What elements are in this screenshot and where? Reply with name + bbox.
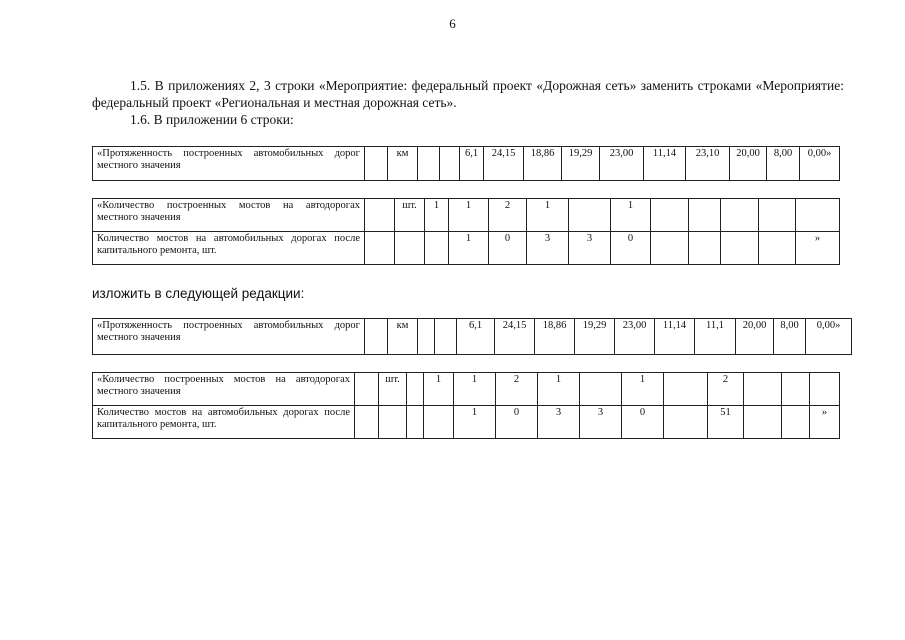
cell: шт. [395,199,425,232]
cell: 2 [496,373,538,406]
cell: 23,00 [615,319,655,355]
cell: 3 [569,232,611,265]
cell [440,147,460,181]
cell [418,147,440,181]
cell: 0 [489,232,527,265]
page-number: 6 [449,16,456,31]
cell: » [796,232,840,265]
cell [810,373,840,406]
cell: 0,00» [800,147,840,181]
cell [365,319,388,355]
cell: 2 [489,199,527,232]
cell [721,199,759,232]
cell [744,373,782,406]
cell: 3 [527,232,569,265]
cell: 0,00» [806,319,852,355]
cell: 19,29 [562,147,600,181]
cell: 20,00 [730,147,767,181]
cell: 1 [454,373,496,406]
cell: 1 [454,406,496,439]
cell [721,232,759,265]
cell [759,199,796,232]
cell: 1 [611,199,651,232]
cell: 0 [622,406,664,439]
cell [395,232,425,265]
cell [759,232,796,265]
row-label: «Протяженность построенных автомобильных дорог местного значения [93,147,365,181]
cell: 20,00 [736,319,774,355]
row-label: «Протяженность построенных автомобильных дорог местного значения [93,319,365,355]
table-row [93,232,840,265]
cell [425,232,449,265]
table-old-road-length [92,146,840,181]
table-row [93,319,852,355]
cell: 51 [708,406,744,439]
paragraph-1-6: 1.6. В приложении 6 строки: [130,112,294,127]
cell: 23,10 [686,147,730,181]
cell: 11,14 [644,147,686,181]
cell: 3 [538,406,580,439]
cell: 11,14 [655,319,695,355]
cell: 1 [449,232,489,265]
amendment-heading: изложить в следующей редакции: [92,286,305,301]
table-new-road-length [92,318,852,355]
table-row [93,199,840,232]
cell: 1 [622,373,664,406]
cell: шт. [379,373,407,406]
unit-cell: км [388,319,418,355]
cell: 0 [611,232,651,265]
cell: 0 [496,406,538,439]
cell: 8,00 [767,147,800,181]
cell [580,373,622,406]
cell [664,373,708,406]
cell: 1 [527,199,569,232]
cell [569,199,611,232]
paragraph-1-5: 1.5. В приложениях 2, 3 строки «Мероприятие: федеральный проект «Дорожная сеть» заменить строками «Мероприятие: федеральный проект «Региональная и местная дорожная сеть». [92,78,844,110]
cell: 24,15 [484,147,524,181]
row-label: Количество мостов на автомобильных дорогах после капитального ремонта, шт. [93,232,365,265]
cell: 24,15 [495,319,535,355]
unit-cell: км [388,147,418,181]
table-row [93,373,840,406]
cell [796,199,840,232]
row-label: «Количество построенных мостов на автодорогах местного значения [93,373,355,406]
cell: 1 [538,373,580,406]
cell: 3 [580,406,622,439]
cell: 19,29 [575,319,615,355]
cell [651,199,689,232]
cell: 1 [425,199,449,232]
row-label: Количество мостов на автомобильных дорогах после капитального ремонта, шт. [93,406,355,439]
cell: 23,00 [600,147,644,181]
cell [435,319,457,355]
cell: 1 [449,199,489,232]
cell: 11,1 [695,319,736,355]
cell [418,319,435,355]
cell [365,199,395,232]
cell: 18,86 [535,319,575,355]
cell [782,373,810,406]
cell: » [810,406,840,439]
cell [355,373,379,406]
row-label: «Количество построенных мостов на автодорогах местного значения [93,199,365,232]
cell [689,199,721,232]
cell [664,406,708,439]
cell [782,406,810,439]
cell [651,232,689,265]
cell [744,406,782,439]
table-old-bridges [92,198,840,265]
cell [379,406,407,439]
cell: 8,00 [774,319,806,355]
table-new-bridges [92,372,840,439]
cell [355,406,379,439]
cell: 2 [708,373,744,406]
cell [407,406,424,439]
table-row [93,406,840,439]
cell: 6,1 [460,147,484,181]
cell: 6,1 [457,319,495,355]
table-row [93,147,840,181]
cell: 18,86 [524,147,562,181]
cell: 1 [424,373,454,406]
cell [424,406,454,439]
cell [365,147,388,181]
cell [407,373,424,406]
cell [689,232,721,265]
cell [365,232,395,265]
